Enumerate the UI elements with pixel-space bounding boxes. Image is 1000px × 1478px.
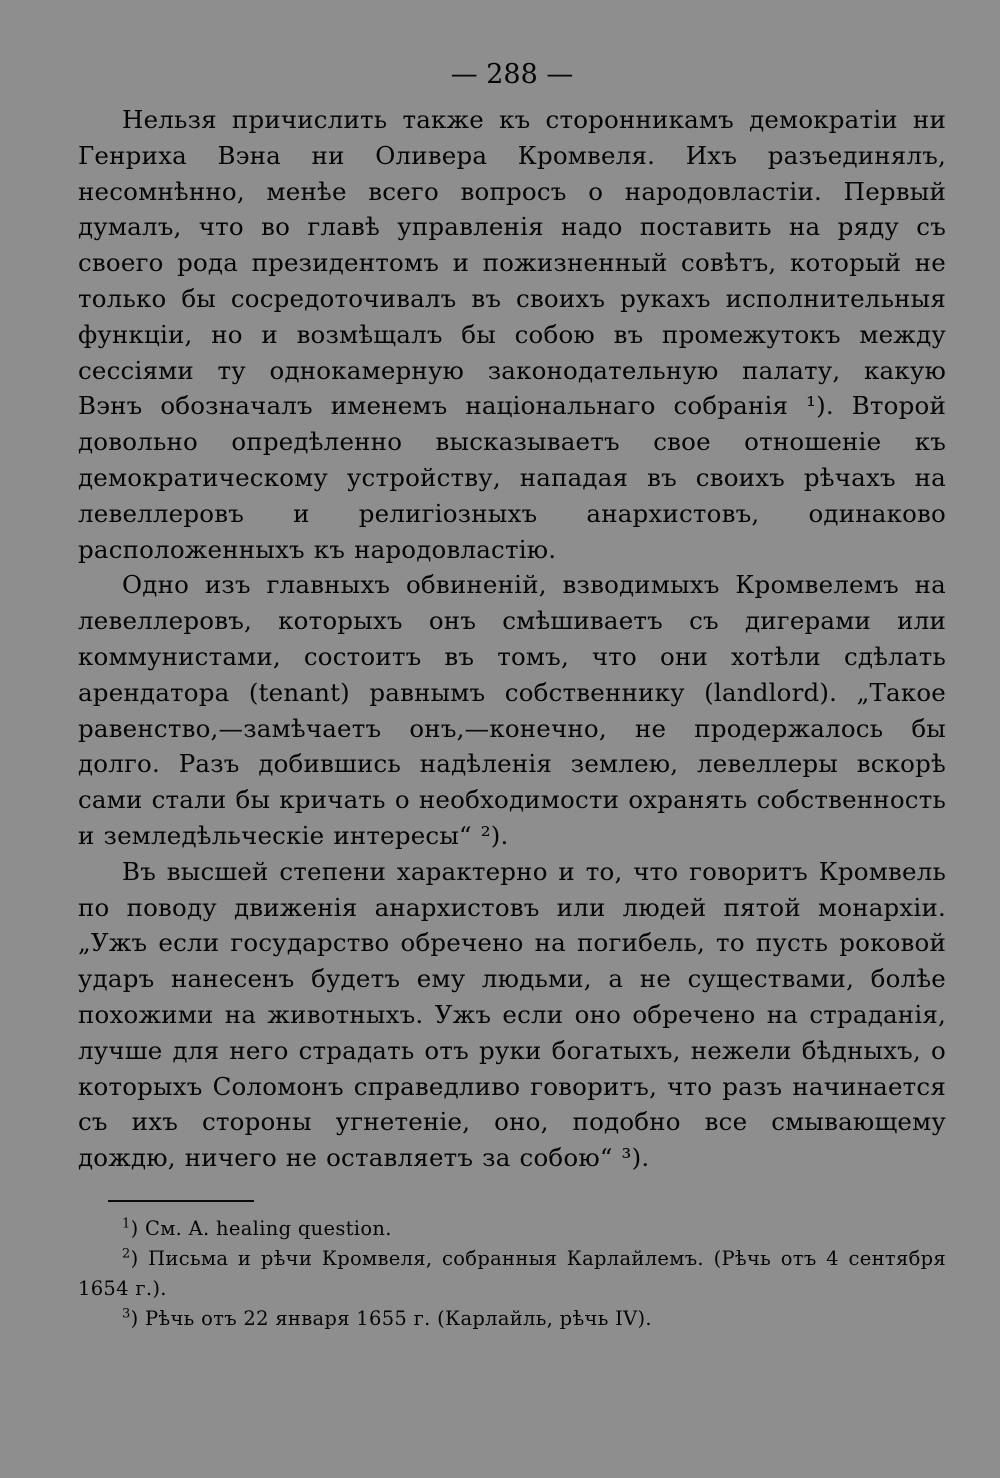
page-number: — 288 — — [450, 59, 574, 90]
footnote-1 — [78, 1214, 946, 1244]
paragraph-2: Одно изъ главныхъ обвиненій, взводимыхъ Кромвелемъ на левеллеровъ, которыхъ онъ смѣшиваетъ съ дигерами или коммунистами, состоитъ въ томъ, что они хотѣли сдѣлать арендатора (tenant) равнымъ собственнику (landlord). „Такое равенство,—замѣчаетъ онъ,—конечно, не продержалось бы долго. Разъ добившись надѣленія землею, левеллеры вскорѣ сами стали бы кричать о необходимости охранять собственность и земледѣльческіе интересы“ ²). — [78, 570, 946, 850]
footnote-text: ) Рѣчь отъ 22 января 1655 г. (Карлайль, рѣчь IV). — [130, 1306, 652, 1330]
footnotes — [78, 1214, 946, 1334]
footnote-3 — [78, 1304, 946, 1334]
footnote-number: 2 — [122, 1246, 131, 1262]
footnote-text: ) См. A. healing question. — [130, 1216, 392, 1240]
footnote-2 — [78, 1244, 946, 1304]
paragraph-3: Въ высшей степени характерно и то, что говоритъ Кромвель по поводу движенія анархистовъ или людей пятой монархіи. „Ужъ если государство обречено на погибель, то пусть роковой ударъ нанесенъ будетъ ему людьми, а не существами, болѣе похожими на животныхъ. Ужъ если оно обречено на страданія, лучше для него страдать отъ руки богатыхъ, нежели бѣдныхъ, о которыхъ Соломонъ справедливо говоритъ, что разъ начинается съ ихъ стороны угнетеніе, оно, подобно все смывающему дождю, ничего не оставляетъ за собою“ ³). — [78, 856, 946, 1173]
footnote-number: 3 — [122, 1306, 131, 1322]
paragraph-1: Нельзя причислить также къ сторонникамъ демократіи ни Генриха Вэна ни Оливера Кромвеля. Ихъ разъединялъ, несомнѣнно, менѣе всего вопросъ о народовластіи. Первый думалъ, что во главѣ управленія надо поставить на ряду съ своего рода президентомъ и пожизненный совѣтъ, который не только бы сосредоточивалъ въ своихъ рукахъ исполнительныя функціи, но и возмѣщалъ бы собою въ промежутокъ между сессіями ту однокамерную законодательную палату, какую Вэнъ обозначалъ именемъ національнаго собранія ¹). Второй довольно опредѣленно высказываетъ свое отношеніе къ демократическому устройству, нападая въ своихъ рѣчахъ на левеллеровъ и религіозныхъ анархистовъ, одинаково расположенныхъ къ народовластію. — [78, 105, 946, 564]
body-text — [78, 102, 946, 1176]
book-page — [78, 58, 946, 1334]
footnote-text: ) Письма и рѣчи Кромвеля, собранныя Карлайлемъ. (Рѣчь отъ 4 сентября 1654 г.). — [78, 1246, 946, 1300]
footnote-divider — [108, 1200, 254, 1202]
footnote-number: 1 — [122, 1216, 131, 1232]
